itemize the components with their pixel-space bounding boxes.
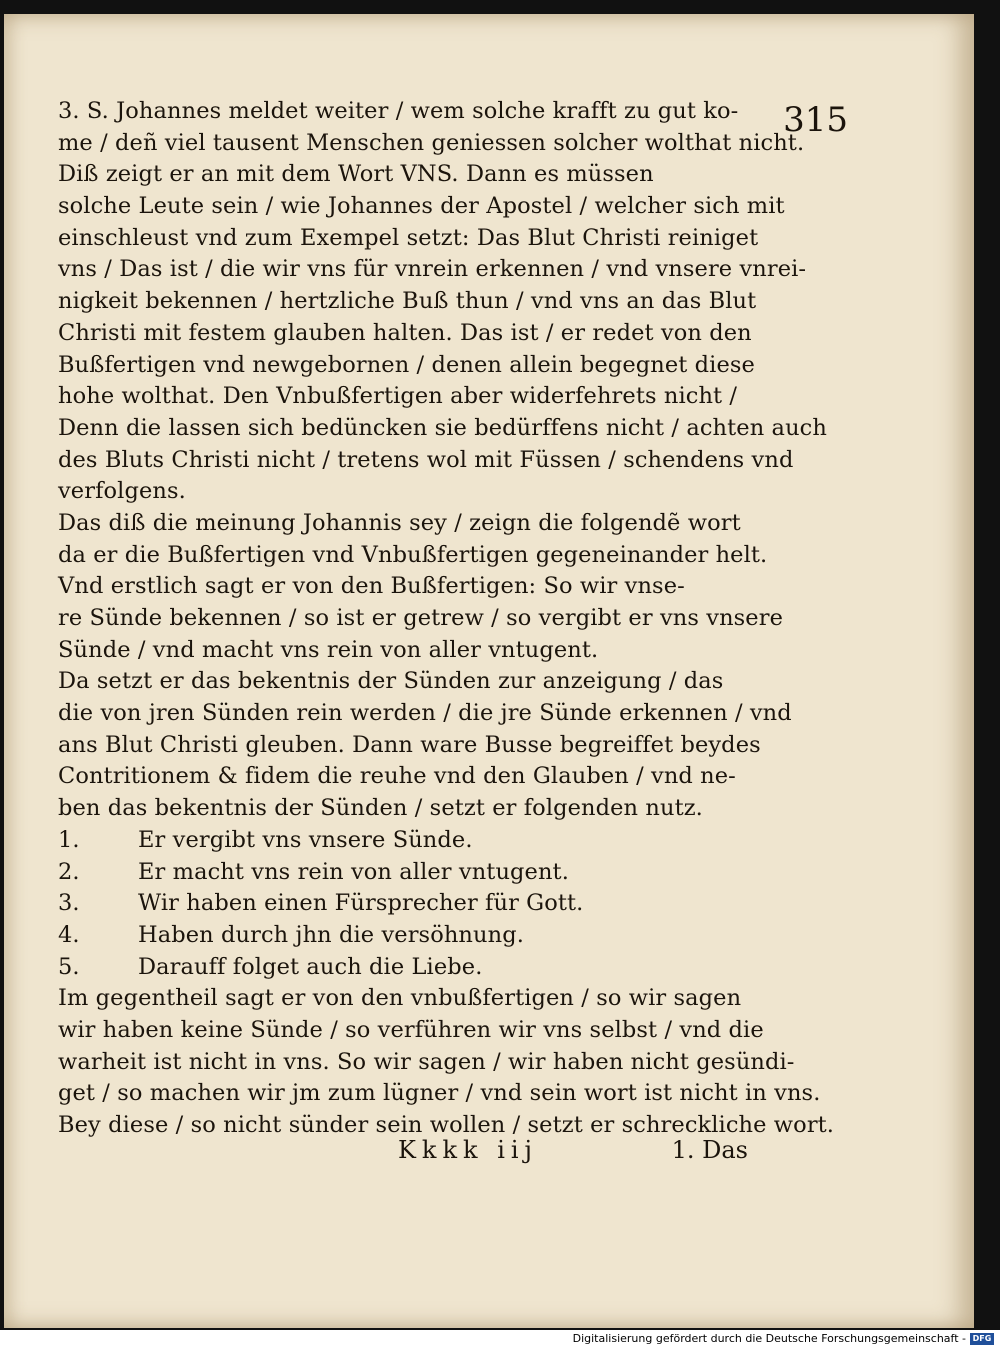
text-line: me / deñ viel tausent Menschen geniessen solcher wolthat nicht. (58, 129, 805, 156)
book-page (4, 14, 974, 1328)
text-line: Vnd erstlich sagt er von den Bußfertigen: So wir vnse- (58, 573, 685, 600)
text-line: ben das bekentnis der Sünden / setzt er folgenden nutz. (58, 795, 703, 822)
text-line: die von jren Sünden rein werden / die jre Sünde erkennen / vnd (58, 700, 792, 727)
footer-credit: Digitalisierung gefördert durch die Deutsche Forschungsgemeinschaft - (572, 1332, 966, 1345)
signature-mark: Kkkk iij (398, 1136, 538, 1164)
text-line: verfolgens. (58, 478, 186, 505)
text-line: Sünde / vnd macht vns rein von aller vntugent. (58, 636, 599, 663)
text-line: Das diß die meinung Johannis sey / zeign die folgendẽ wort (58, 509, 741, 536)
list-item (58, 920, 748, 952)
text-line: Bey diese / so nicht sünder sein wollen / setzt er schreckliche wort. (58, 1112, 835, 1138)
page-footer (58, 1136, 748, 1170)
list-item (58, 888, 748, 920)
list-text: Wir haben einen Fürsprecher für Gott. (138, 890, 584, 917)
page-number: 315 (783, 100, 848, 140)
list-number: 1. (58, 826, 80, 853)
text-line: vns / Das ist / die wir vns für vnrein erkennen / vnd vnsere vnrei- (58, 256, 807, 283)
list-number: 2. (58, 858, 80, 885)
dfg-logo: DFG (970, 1333, 994, 1345)
catchword: 1. Das (671, 1136, 748, 1164)
text-line: nigkeit bekennen / hertzliche Buß thun / vnd vns an das Blut (58, 288, 757, 315)
text-line: einschleust vnd zum Exempel setzt: Das Blut Christi reiniget (58, 224, 759, 251)
text-line: get / so machen wir jm zum lügner / vnd sein wort ist nicht in vns. (58, 1080, 821, 1107)
text-line: des Bluts Christi nicht / tretens wol mit Füssen / schendens vnd (58, 446, 794, 473)
list-text: Er vergibt vns vnsere Sünde. (138, 826, 473, 853)
text-line: Denn die lassen sich bedüncken sie bedürffens nicht / achten auch (58, 414, 827, 441)
text-line: Im gegentheil sagt er von den vnbußfertigen / so wir sagen (58, 985, 742, 1012)
list-item (58, 857, 748, 889)
text-line: Diß zeigt er an mit dem Wort VNS. Dann es müssen (58, 161, 654, 188)
list-number: 3. (58, 890, 80, 917)
list-number: 4. (58, 921, 80, 948)
text-line: warheit ist nicht in vns. So wir sagen / wir haben nicht gesündi- (58, 1048, 795, 1075)
text-line: Contritionem & fidem die reuhe vnd den Glauben / vnd ne- (58, 763, 736, 790)
text-line: re Sünde bekennen / so ist er getrew / so vergibt er vns vnsere (58, 605, 783, 631)
text-line: Da setzt er das bekentnis der Sünden zur anzeigung / das (58, 668, 724, 695)
list-text: Darauff folget auch die Liebe. (138, 953, 483, 980)
text-line: hohe wolthat. Den Vnbußfertigen aber widerfehrets nicht / (58, 383, 738, 410)
text-line: solche Leute sein / wie Johannes der Apostel / welcher sich mit (58, 193, 785, 220)
digitization-footer (0, 1330, 1000, 1348)
text-line: Christi mit festem glauben halten. Das ist / er redet von den (58, 319, 752, 346)
text-line: Bußfertigen vnd newgebornen / denen allein begegnet diese (58, 351, 755, 378)
list-item (58, 952, 748, 984)
list-number: 5. (58, 953, 80, 980)
list-item (58, 825, 748, 857)
text-line: da er die Bußfertigen vnd Vnbußfertigen gegeneinander helt. (58, 541, 768, 568)
list-text: Haben durch jhn die versöhnung. (138, 921, 524, 948)
list-text: Er macht vns rein von aller vntugent. (138, 858, 569, 885)
text-line: 3. S. Johannes meldet weiter / wem solche krafft zu gut ko- (58, 98, 739, 124)
text-line: wir haben keine Sünde / so verführen wir vns selbst / vnd die (58, 1016, 764, 1043)
text-line: ans Blut Christi gleuben. Dann ware Busse begreiffet beydes (58, 731, 761, 758)
